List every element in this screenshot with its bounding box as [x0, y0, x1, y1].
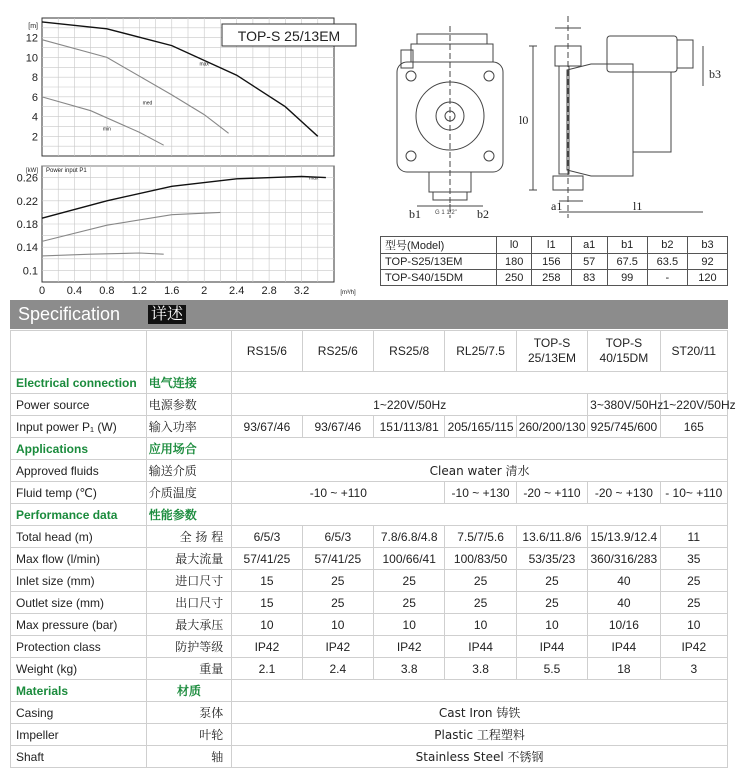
- specification-title-cn: 详述: [148, 305, 186, 324]
- performance-value: 53/35/23: [516, 548, 587, 570]
- performance-row: Weight (kg) 重量 2.1 2.4 3.8 3.8 5.5 18 3: [11, 658, 728, 680]
- label-l0: l0: [519, 113, 529, 127]
- x-tick: 0.8: [99, 285, 115, 297]
- performance-value: 10: [516, 614, 587, 636]
- performance-value: 2.1: [232, 658, 302, 680]
- head-y-tick: 12: [25, 32, 38, 45]
- dimension-header: 型号(Model) l0 l1 a1 b1 b2 b3: [381, 237, 728, 254]
- performance-value: 3: [660, 658, 727, 680]
- chart-title: TOP-S 25/13EM: [237, 28, 341, 44]
- performance-value: 2.4: [302, 658, 373, 680]
- performance-row: Outlet size (mm) 出口尺寸 15 25 25 25 25 40 25: [11, 592, 728, 614]
- performance-rows: [11, 526, 728, 680]
- performance-value: 15: [232, 570, 302, 592]
- performance-value: 25: [302, 592, 373, 614]
- label-l1: l1: [633, 199, 643, 213]
- power-y-tick: 0.22: [16, 195, 38, 208]
- performance-value: 25: [660, 592, 727, 614]
- performance-value: 25: [516, 570, 587, 592]
- x-tick: 1.2: [131, 285, 147, 297]
- head-y-tick: 8: [31, 72, 38, 85]
- section-materials: Materials 材质: [11, 680, 728, 702]
- performance-value: 100/66/41: [374, 548, 445, 570]
- performance-value: 25: [302, 570, 373, 592]
- power-y-label-2: Power input P1: [46, 168, 87, 174]
- performance-value: 57/41/25: [232, 548, 302, 570]
- head-y-tick: 4: [31, 111, 38, 124]
- performance-row: Total head (m) 全 扬 程 6/5/3 6/5/3 7.8/6.8/4.8 7.5/7/5.6 13.6/11.8/6 15/13.9/12.4 11: [11, 526, 728, 548]
- power-label-max: max: [308, 175, 319, 182]
- model-name: RL25/7.5: [445, 331, 516, 372]
- performance-value: 5.5: [516, 658, 587, 680]
- performance-value: 15: [232, 592, 302, 614]
- performance-value: 10: [374, 614, 445, 636]
- performance-value: IP42: [660, 636, 727, 658]
- front-terminal-box: [411, 44, 493, 62]
- performance-value: 7.8/6.8/4.8: [374, 526, 445, 548]
- x-tick: 2: [201, 285, 208, 297]
- performance-value: 25: [445, 570, 516, 592]
- performance-value: 18: [588, 658, 660, 680]
- side-motor-can: [633, 72, 671, 152]
- model-name: RS15/6: [232, 331, 302, 372]
- performance-value: IP44: [588, 636, 660, 658]
- performance-value: IP44: [516, 636, 587, 658]
- specification-header: [10, 300, 728, 329]
- performance-value: 35: [660, 548, 727, 570]
- performance-value: 15/13.9/12.4: [588, 526, 660, 548]
- head-label-med: med: [142, 100, 153, 107]
- section-performance: Performance data 性能参数: [11, 504, 728, 526]
- head-y-tick: 6: [31, 91, 38, 104]
- performance-value: 25: [445, 592, 516, 614]
- performance-value: 3.8: [445, 658, 516, 680]
- x-tick: 0.4: [66, 285, 83, 297]
- model-name: TOP-S 40/15DM: [588, 331, 660, 372]
- x-tick: 1.6: [164, 285, 180, 297]
- head-y-tick: 10: [25, 52, 38, 65]
- power-y-tick: 0.14: [16, 242, 38, 255]
- x-tick: 2.8: [261, 285, 277, 297]
- section-applications: Applications 应用场合: [11, 438, 728, 460]
- performance-value: 13.6/11.8/6: [516, 526, 587, 548]
- performance-value: 25: [516, 592, 587, 614]
- performance-value: 40: [588, 592, 660, 614]
- performance-value: 25: [374, 592, 445, 614]
- performance-value: IP44: [445, 636, 516, 658]
- power-y-tick: 0.18: [16, 219, 38, 231]
- x-tick: 3.2: [293, 285, 310, 297]
- specification-table: [10, 330, 736, 768]
- performance-value: 7.5/7/5.6: [445, 526, 516, 548]
- performance-value: 10: [232, 614, 302, 636]
- x-tick: 2.4: [229, 285, 245, 297]
- performance-value: IP42: [232, 636, 302, 658]
- label-b2: b2: [477, 207, 489, 221]
- top-section: [0, 0, 728, 298]
- power-curve-med: [42, 212, 220, 241]
- front-motor-top: [417, 34, 487, 44]
- section-electrical: Electrical connection 电气连接: [11, 372, 728, 394]
- performance-value: IP42: [374, 636, 445, 658]
- power-y-tick: 0.1: [22, 265, 38, 278]
- row-impeller: Impeller 叶轮 Plastic 工程塑料: [11, 724, 728, 746]
- label-thread: G 1 1/2": [435, 210, 457, 216]
- side-pump-housing: [567, 64, 633, 176]
- dimension-table: [380, 236, 728, 286]
- pump-curve-chart: [0, 0, 370, 298]
- label-b1: b1: [409, 207, 421, 221]
- performance-row: Max pressure (bar) 最大承压 10 10 10 10 10 10/16 10: [11, 614, 728, 636]
- label-b3: b3: [709, 67, 721, 81]
- performance-row: Inlet size (mm) 进口尺寸 15 25 25 25 25 40 25: [11, 570, 728, 592]
- head-curve-med: [42, 40, 229, 134]
- row-power-source: Power source 电源参数 1~220V/50Hz 3~380V/50Hz 1~220V/50Hz: [11, 394, 728, 416]
- model-name: RS25/8: [374, 331, 445, 372]
- dimension-row: TOP-S25/13EM 180 156 57 67.5 63.5 92: [381, 254, 728, 270]
- pump-technical-drawing: [371, 6, 725, 234]
- x-axis-unit: [m³/h]: [340, 290, 356, 296]
- performance-row: Max flow (l/min) 最大流量 57/41/25 57/41/25 100/66/41 100/83/50 53/35/23 360/316/283 35: [11, 548, 728, 570]
- performance-value: 6/5/3: [232, 526, 302, 548]
- performance-value: IP42: [302, 636, 373, 658]
- side-motor: [607, 36, 677, 72]
- model-name: ST20/11: [660, 331, 727, 372]
- dimension-row: TOP-S40/15DM 250 258 83 99 - 120: [381, 270, 728, 286]
- head-label-min: min: [102, 126, 111, 133]
- specification-title: Specification: [18, 304, 121, 324]
- performance-value: 6/5/3: [302, 526, 373, 548]
- performance-value: 11: [660, 526, 727, 548]
- row-fluid-temp: Fluid temp (℃) 介质温度 -10 ~ +110 -10 ~ +130 -20 ~ +110 -20 ~ +130 - 10~ +110: [11, 482, 728, 504]
- performance-value: 25: [660, 570, 727, 592]
- performance-row: Protection class 防护等级 IP42 IP42 IP42 IP44 IP44 IP44 IP42: [11, 636, 728, 658]
- performance-value: 25: [374, 570, 445, 592]
- performance-value: 360/316/283: [588, 548, 660, 570]
- performance-value: 10/16: [588, 614, 660, 636]
- row-input-power: Input power P₁ (W) 输入功率 93/67/46 93/67/46 151/113/81 205/165/115 260/200/130 925/745/600 165: [11, 416, 728, 438]
- performance-value: 57/41/25: [302, 548, 373, 570]
- power-curve-min: [42, 253, 164, 256]
- model-header-row: [11, 331, 728, 372]
- x-tick: 0: [38, 285, 46, 297]
- head-label-max: max: [199, 61, 209, 68]
- model-name: RS25/6: [302, 331, 373, 372]
- row-shaft: Shaft 轴 Stainless Steel 不锈钢: [11, 746, 728, 768]
- row-approved-fluids: Approved fluids 输送介质 Clean water 清水: [11, 460, 728, 482]
- performance-value: 100/83/50: [445, 548, 516, 570]
- performance-value: 10: [302, 614, 373, 636]
- performance-value: 40: [588, 570, 660, 592]
- power-y-label: [kW]: [26, 168, 38, 174]
- row-casing: Casing 泵体 Cast Iron 铸铁: [11, 702, 728, 724]
- power-y-tick: 0.26: [16, 172, 38, 185]
- performance-value: 10: [445, 614, 516, 636]
- power-curve-max: [42, 176, 326, 218]
- head-y-label: [m]: [28, 23, 38, 30]
- performance-value: 3.8: [374, 658, 445, 680]
- label-a1: a1: [551, 199, 563, 213]
- head-y-tick: 2: [31, 131, 38, 144]
- performance-value: 10: [660, 614, 727, 636]
- model-name: TOP-S 25/13EM: [516, 331, 587, 372]
